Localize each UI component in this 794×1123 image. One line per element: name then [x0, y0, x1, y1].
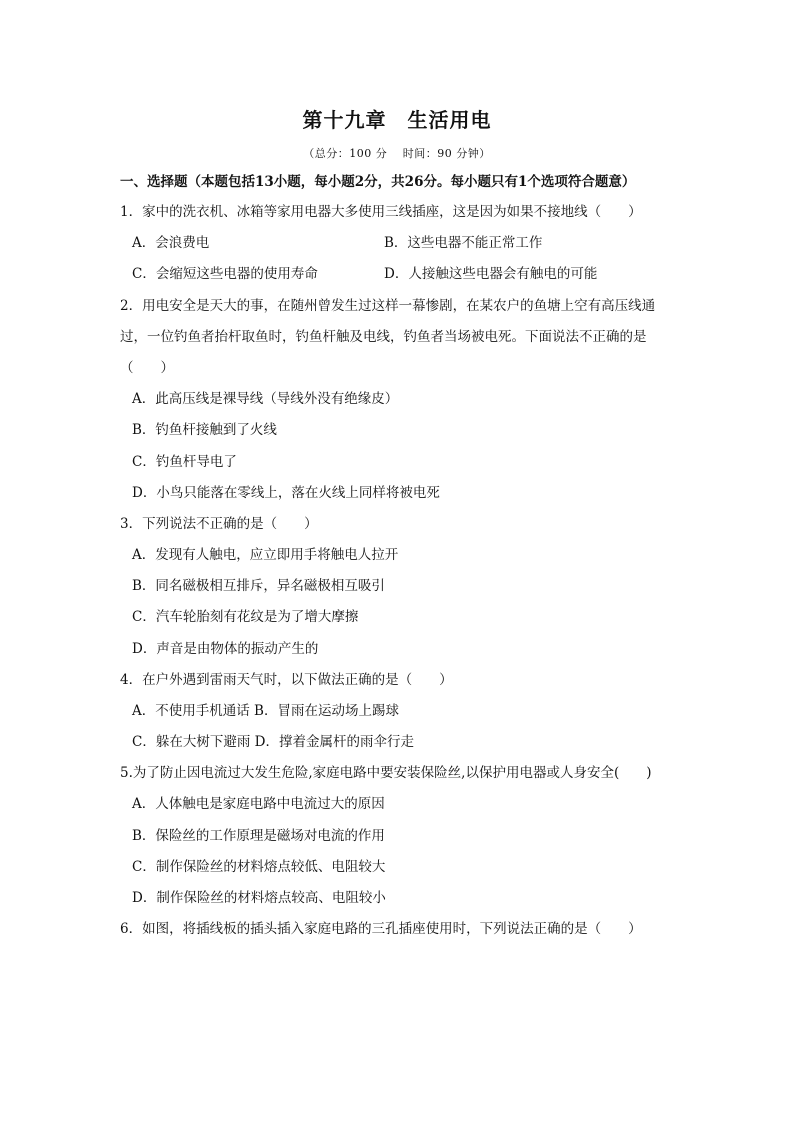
- question-2-option-b: B．钓鱼杆接触到了火线: [132, 422, 277, 438]
- question-2-option-d: D．小鸟只能落在零线上，落在火线上同样将被电死: [132, 485, 440, 501]
- question-5-option-b: B．保险丝的工作原理是磁场对电流的作用: [132, 828, 385, 844]
- question-5-option-a: A．人体触电是家庭电路中电流过大的原因: [132, 796, 385, 812]
- question-1-option-a: A．会浪费电: [132, 235, 210, 251]
- question-3-option-d: D．声音是由物体的振动产生的: [132, 641, 319, 657]
- question-2-stem-line-3: （ ）: [120, 360, 174, 376]
- question-1-option-c: C．会缩短这些电器的使用寿命: [132, 266, 318, 282]
- question-4-option-cd: C．躲在大树下避雨 D．撑着金属杆的雨伞行走: [132, 734, 414, 750]
- question-2-option-a: A．此高压线是裸导线（导线外没有绝缘皮）: [132, 391, 399, 407]
- question-3-option-c: C．汽车轮胎刻有花纹是为了增大摩擦: [132, 609, 359, 625]
- question-5-option-d: D．制作保险丝的材料熔点较高、电阻较小: [132, 890, 386, 906]
- section-heading: 一、选择题（本题包括13小题，每小题2分，共26分。每小题只有1个选项符合题意）: [120, 174, 636, 190]
- page-title: 第十九章 生活用电: [302, 108, 492, 132]
- question-1-stem: 1．家中的洗衣机、冰箱等家用电器大多使用三线插座，这是因为如果不接地线（ ）: [120, 204, 642, 220]
- question-3-stem: 3．下列说法不正确的是（ ）: [120, 516, 318, 532]
- question-5-option-c: C．制作保险丝的材料熔点较低、电阻较大: [132, 859, 386, 875]
- question-2-stem-line-2: 过，一位钓鱼者抬杆取鱼时，钓鱼杆触及电线，钓鱼者当场被电死。下面说法不正确的是: [120, 329, 647, 345]
- exam-info: （总分：100 分 时间：90 分钟）: [303, 147, 491, 160]
- question-2-stem-line-1: 2．用电安全是天大的事，在随州曾发生过这样一幕惨剧，在某农户的鱼塘上空有高压线通: [120, 298, 656, 314]
- question-6-stem: 6．如图，将插线板的插头插入家庭电路的三孔插座使用时，下列说法正确的是（ ）: [120, 921, 642, 937]
- question-1-option-d: D．人接触这些电器会有触电的可能: [384, 266, 598, 282]
- question-4-stem: 4．在户外遇到雷雨天气时，以下做法正确的是（ ）: [120, 672, 453, 688]
- question-4-option-ab: A．不使用手机通话 B．冒雨在运动场上踢球: [132, 703, 399, 719]
- question-3-option-a: A．发现有人触电，应立即用手将触电人拉开: [132, 547, 399, 563]
- question-3-option-b: B．同名磁极相互排斥，异名磁极相互吸引: [132, 578, 385, 594]
- question-1-option-b: B．这些电器不能正常工作: [384, 235, 543, 251]
- question-5-stem: 5.为了防止因电流过大发生危险,家庭电路中要安装保险丝,以保护用电器或人身安全( ): [120, 765, 652, 781]
- question-2-option-c: C．钓鱼杆导电了: [132, 454, 237, 470]
